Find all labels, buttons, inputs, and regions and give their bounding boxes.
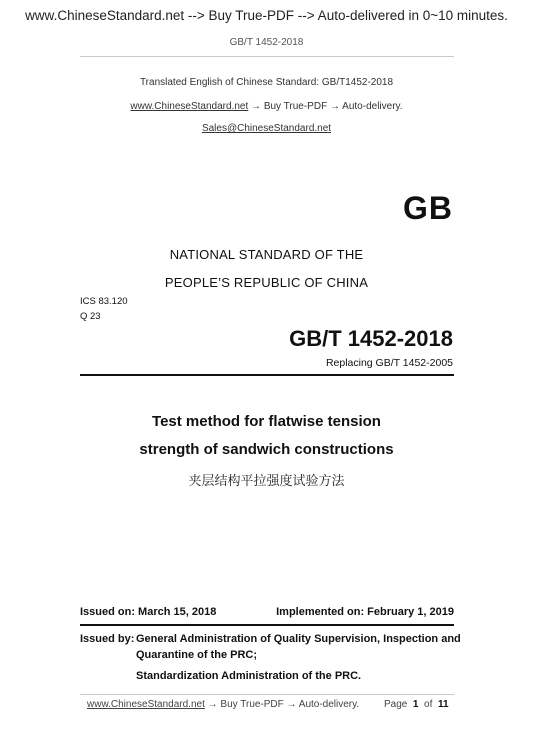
dates-divider [80,624,454,626]
national-standard-line2: PEOPLE’S REPUBLIC OF CHINA [164,275,369,290]
gb-mark: GB [403,190,453,226]
page-total: 11 [437,699,449,710]
title-chinese: 夹层结构平拉强度试验方法 [188,474,345,489]
footer-site-line [87,699,359,710]
issued-on: Issued on: March 15, 2018 [80,606,217,618]
ics-code: ICS 83.120 [80,296,128,307]
issuer1-line2: Quarantine of the PRC; [136,649,258,661]
ccs-code: Q 23 [80,311,101,322]
translated-notice: Translated English of Chinese Standard: GB/T1452-2018 [139,77,394,88]
site-link[interactable]: www.ChineseStandard.net [130,101,249,112]
issued-by-label: Issued by: [80,633,135,645]
header-doc-id: GB/T 1452-2018 [229,37,304,48]
email-line [0,123,533,134]
standard-number: GB/T 1452-2018 [289,326,453,351]
footer-divider [80,694,454,695]
footer-site-rest: → Buy True-PDF → Auto-delivery. [204,699,360,710]
implemented-on: Implemented on: February 1, 2019 [276,606,454,618]
header-divider [80,56,454,57]
site-line [0,101,533,112]
replacing-note: Replacing GB/T 1452-2005 [325,357,453,369]
title-line2: strength of sandwich constructions [139,441,394,458]
number-divider [80,374,454,376]
footer-site-link[interactable]: www.ChineseStandard.net [87,699,205,710]
national-standard-line1: NATIONAL STANDARD OF THE [169,247,364,262]
page-label: Page [384,699,408,710]
page-of: of [424,699,433,710]
issuer2: Standardization Administration of the PRC. [136,670,362,682]
header-banner: www.ChineseStandard.net --> Buy True-PDF --> Auto-delivered in 0~10 minutes. [25,8,508,23]
title-line1: Test method for flatwise tension [152,413,381,430]
site-line-rest: → Buy True-PDF → Auto-delivery. [248,101,403,112]
email-link[interactable]: Sales@ChineseStandard.net [201,123,332,134]
page-indicator [384,699,449,710]
issuer1-line1: General Administration of Quality Supervision, Inspection and [136,633,461,645]
page-current: 1 [412,699,419,710]
